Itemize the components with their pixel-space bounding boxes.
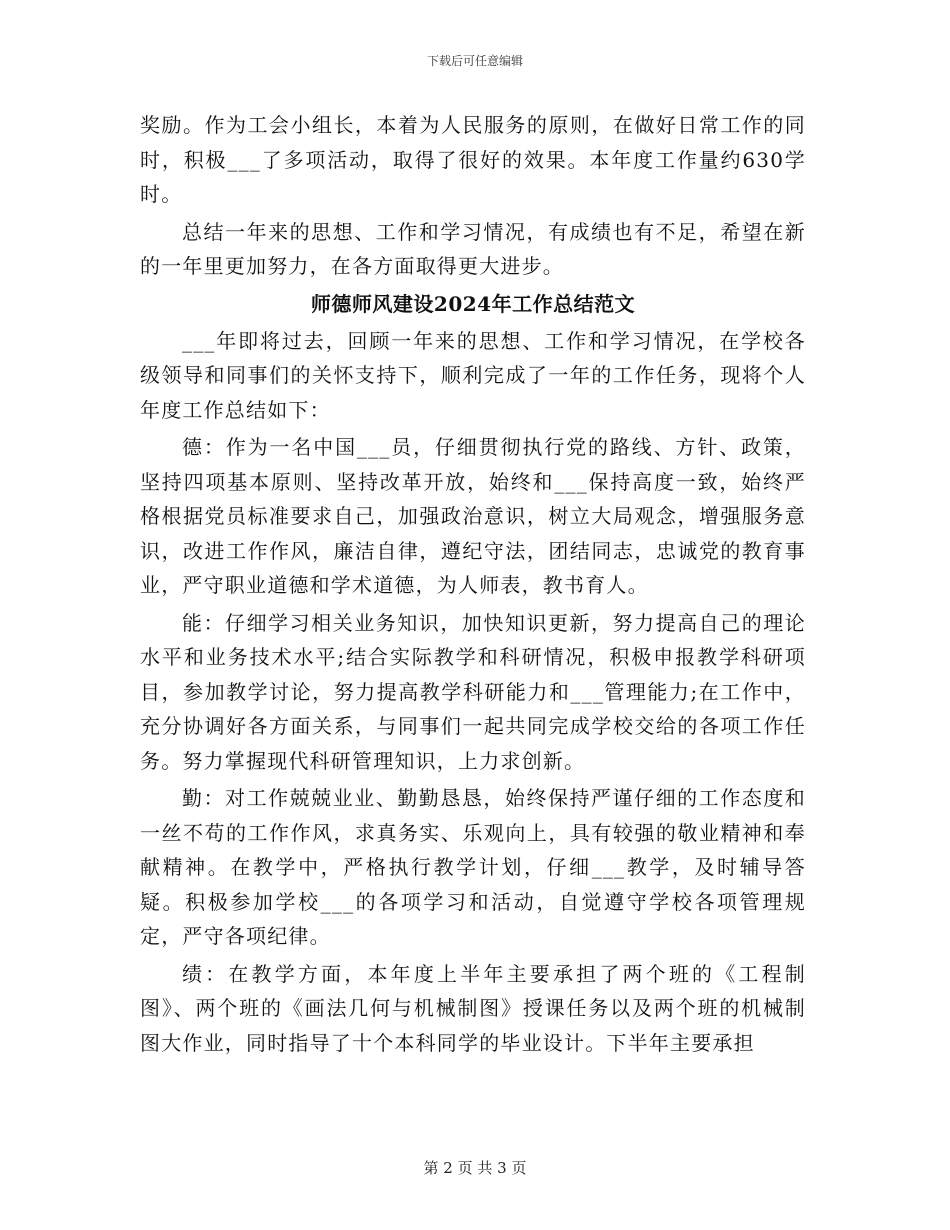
intro-paragraph: ___年即将过去，回顾一年来的思想、工作和学习情况，在学校各级领导和同事们的关怀支持下，顺利完成了一年的工作任务，现将个人年度工作总结如下： — [140, 328, 806, 422]
morality-paragraph: 德：作为一名中国___员，仔细贯彻执行党的路线、方针、政策，坚持四项基本原则、坚持改革开放，始终和___保持高度一致，始终严格根据党员标准要求自己，加强政治意识，树立大局观念，增强服务意识，改进工作作风，廉洁自律，遵纪守法，团结同志，忠诚党的教育事业，严守职业道德和学术道德，为人师表，教书育人。 — [140, 435, 806, 597]
continuation-paragraph: 总结一年来的思想、工作和学习情况，有成绩也有不足，希望在新的一年里更加努力，在各方面取得更大进步。 — [140, 219, 806, 278]
document-body — [140, 108, 806, 1063]
page-number: 第 2 页 共 3 页 — [423, 1159, 527, 1177]
section-title: 师德师风建设2024年工作总结范文 — [310, 291, 636, 316]
diligence-paragraph: 勤：对工作兢兢业业、勤勤恳恳，始终保持严谨仔细的工作态度和一丝不苟的工作作风，求真务实、乐观向上，具有较强的敬业精神和奉献精神。在教学中，严格执行教学计划，仔细___教学，及时辅导答疑。积极参加学校___的各项学习和活动，自觉遵守学校各项管理规定，严守各项纪律。 — [140, 786, 806, 948]
achievement-paragraph: 绩：在教学方面，本年度上半年主要承担了两个班的《工程制图》、两个班的《画法几何与机械制图》授课任务以及两个班的机械制图大作业，同时指导了十个本科同学的毕业设计。下半年主要承担 — [140, 961, 806, 1055]
continuation-paragraph: 奖励。作为工会小组长，本着为人民服务的原则，在做好日常工作的同时，积极___了多项活动，取得了很好的效果。本年度工作量约630学时。 — [140, 113, 806, 206]
page-header-note: 下载后可任意编辑 — [426, 54, 523, 68]
ability-paragraph: 能：仔细学习相关业务知识，加快知识更新，努力提高自己的理论水平和业务技术水平;结合实际教学和科研情况，积极申报教学科研项目，参加教学讨论，努力提高教学科研能力和___管理能力;在工作中，充分协调好各方面关系，与同事们一起共同完成学校交给的各项工作任务。努力掌握现代科研管理知识，上力求创新。 — [140, 610, 806, 773]
